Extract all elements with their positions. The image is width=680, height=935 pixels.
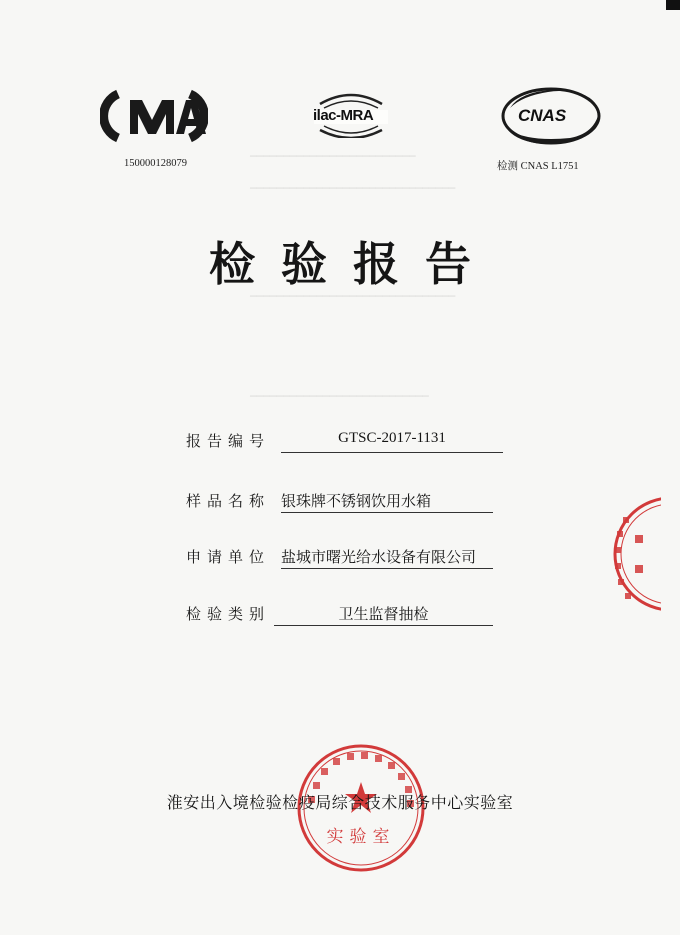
cma-code: 150000128079 (124, 158, 187, 169)
bleed-through-text: ━━━━━━━━━━━━━━━━━━━━━━━━━━━━━━━ (250, 182, 456, 195)
cnas-logo (500, 86, 602, 146)
bleed-through-text: ━━━━━━━━━━━━━━━━━━━━━━━━━━━ (250, 390, 429, 403)
page-title: 检验报告 (209, 237, 497, 291)
applicant-value: 盐城市曙光给水设备有限公司 (281, 546, 493, 569)
cnas-code: 检测 CNAS L1751 (497, 161, 579, 172)
report-number-value: GTSC-2017-1131 (281, 430, 503, 453)
side-seal-stamp (605, 495, 661, 613)
applicant-label: 申请单位 (186, 548, 271, 566)
seal-center-text: 实验室 (326, 827, 396, 847)
ilac-logo-text: ilac-MRA (313, 107, 374, 124)
sample-name-label: 样品名称 (186, 492, 271, 510)
bleed-through-text: ━━━━━━━━━━━━━━━━━━━━━━━━━━━━━━━ (250, 290, 456, 303)
cma-logo (100, 88, 208, 144)
inspection-type-value: 卫生监督抽检 (274, 603, 493, 626)
laboratory-name: 淮安出入境检验检疫局综合技术服务中心实验室 (166, 793, 514, 812)
corner-mark (666, 0, 680, 10)
inspection-type-label: 检验类别 (186, 605, 271, 623)
ilac-mra-logo (310, 88, 392, 138)
bleed-through-text: ━━━━━━━━━━━━━━━━━━━━━━━━━ (250, 150, 416, 163)
cnas-logo-text: CNAS (518, 106, 567, 125)
report-number-label: 报告编号 (186, 432, 271, 450)
sample-name-value: 银珠牌不锈钢饮用水箱 (281, 490, 493, 513)
